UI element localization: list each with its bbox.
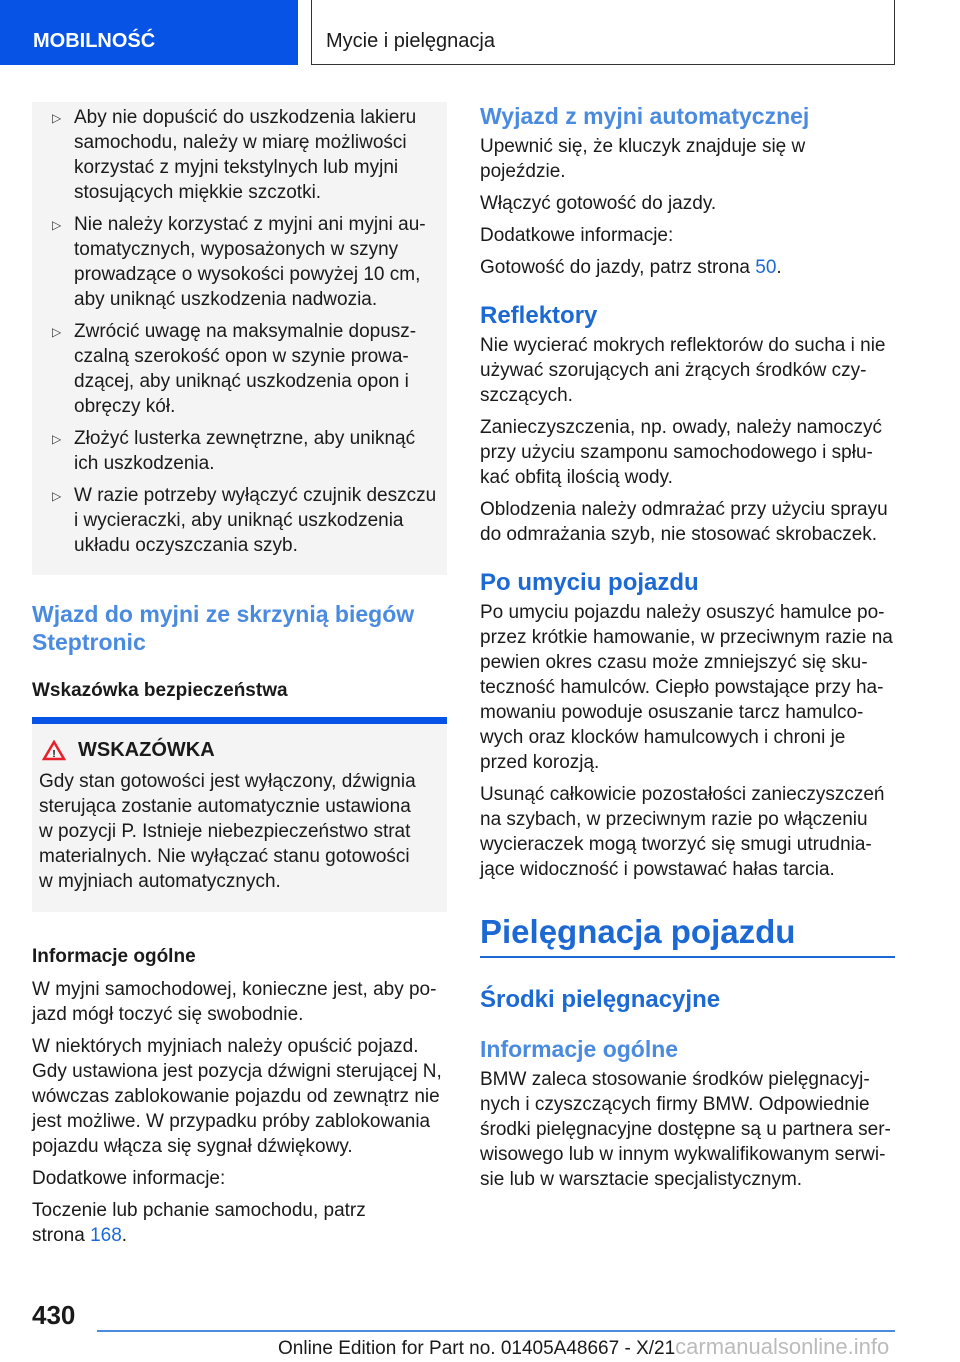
bullet-box bbox=[32, 102, 447, 575]
heading-after-wash: Po umyciu pojazdu bbox=[480, 569, 699, 596]
heading-general-info: Informacje ogólne bbox=[480, 1036, 679, 1062]
paragraph: W niektórych myjniach należy opuścić pojazd. Gdy ustawiona jest pozycja dźwigni sterującej N, wówczas zablokowanie pojazdu od zewnątrz nie jest możliwe. W przypadku próby zablokowania pojazdu włącza się sygnał dźwiękowy. bbox=[32, 1036, 442, 1157]
list-item: ▷ Złożyć lusterka zewnętrzne, aby uniknąć ich uszkodzenia. bbox=[52, 428, 416, 474]
heading-care-products: Środki pielęgnacyjne bbox=[480, 986, 721, 1013]
paragraph: Dodatkowe informacje: bbox=[480, 225, 674, 246]
warning-triangle-icon bbox=[42, 740, 66, 761]
warning-title: WSKAZÓWKA bbox=[78, 739, 215, 761]
paragraph: Dodatkowe informacje: bbox=[32, 1168, 226, 1189]
heading-steptronic: Wjazd do myjni ze skrzynią biegów Steptronic bbox=[32, 601, 415, 655]
paragraph: Po umyciu pojazdu należy osuszyć hamulce po- przez krótkie hamowanie, w przeciwnym razie na pewien okres czasu może zmniejszyć się sku- teczność hamulców. Ciepło powstające przy ha- mowaniu powoduje osuszanie tarcz hamulco- wych oraz klocków hamulcowych i chroni je przed korozją. bbox=[480, 602, 893, 773]
list-item: ▷ Aby nie dopuścić do uszkodzenia lakieru samochodu, należy w miarę możliwości korzystać z myjni tekstylnych lub myjni stosujących miękkie szczotki. bbox=[52, 107, 417, 203]
paragraph: W myjni samochodowej, konieczne jest, aby po- jazd mógł toczyć się swobodnie. bbox=[32, 979, 437, 1025]
chapter-tab: Mycie i pielęgnacja bbox=[311, 0, 895, 65]
list-item: ▷ Nie należy korzystać z myjni ani myjni au- tomatycznych, wyposażonych w szyny prowadzące o wysokości powyżej 10 cm, aby uniknąć uszkodzenia nadwozia. bbox=[52, 214, 426, 310]
paragraph: Usunąć całkowicie pozostałości zanieczyszczeń na szybach, w przeciwnym razie po włączeniu wycieraczek mogą tworzyć się smugi utrudnia- jące widoczność i powstawać hałas tarcia. bbox=[480, 784, 885, 880]
heading-vehicle-care: Pielęgnacja pojazdu bbox=[480, 912, 895, 958]
watermark: carmanualsonline.info bbox=[675, 1334, 890, 1359]
heading-reflectors: Reflektory bbox=[480, 302, 598, 329]
safety-label: Wskazówka bezpieczeństwa bbox=[32, 680, 288, 701]
page-link-50[interactable]: 50 bbox=[755, 257, 777, 278]
triangle-bullet-icon: ▷ bbox=[52, 489, 62, 503]
triangle-bullet-icon: ▷ bbox=[52, 111, 62, 125]
general-label: Informacje ogólne bbox=[32, 946, 196, 967]
page-number: 430 bbox=[32, 1300, 76, 1330]
paragraph: Oblodzenia należy odmrażać przy użyciu sprayu do odmrażania szyb, nie stosować skrobaczek. bbox=[480, 499, 888, 545]
paragraph: Upewnić się, że kluczyk znajduje się w pojeździe. bbox=[480, 136, 806, 182]
triangle-bullet-icon: ▷ bbox=[52, 218, 62, 232]
warning-text: Gdy stan gotowości jest wyłączony, dźwignia sterująca zostanie automatycznie ustawiona w pozycji P. Istnieje niebezpieczeństwo strat materialnych. Nie wyłączać stanu gotowości w myjniach automatycznych. bbox=[39, 771, 416, 892]
section-tab: MOBILNOŚĆ bbox=[0, 0, 298, 65]
triangle-bullet-icon: ▷ bbox=[52, 325, 62, 339]
list-item: ▷ Zwrócić uwagę na maksymalnie dopusz- czalną szerokość opon w szynie prowa- dzącej, aby uniknąć uszkodzenia opon i obręczy kół. bbox=[52, 321, 417, 417]
footer-text: Online Edition for Part no. 01405A48667 - X/21carmanualsonline.info bbox=[278, 1334, 890, 1359]
svg-text:!: ! bbox=[52, 749, 56, 760]
triangle-bullet-icon: ▷ bbox=[52, 432, 62, 446]
warning-box bbox=[32, 717, 447, 912]
footer-divider bbox=[97, 1330, 895, 1332]
heading-exit: Wyjazd z myjni automatycznej bbox=[480, 103, 810, 129]
left-column bbox=[32, 102, 447, 1255]
list-item: ▷ W razie potrzeby wyłączyć czujnik deszczu i wycieraczki, aby uniknąć uszkodzenia układu oczyszczania szyb. bbox=[52, 485, 437, 556]
paragraph: Gotowość do jazdy, patrz strona 50. bbox=[480, 257, 782, 278]
right-column bbox=[480, 102, 895, 1199]
page-link-168[interactable]: 168 bbox=[90, 1225, 122, 1246]
paragraph: Toczenie lub pchanie samochodu, patrz strona 168. bbox=[32, 1200, 366, 1246]
paragraph: Nie wycierać mokrych reflektorów do sucha i nie używać szorujących ani żrących środków czy- szczących. bbox=[480, 335, 886, 406]
paragraph: Zanieczyszczenia, np. owady, należy namoczyć przy użyciu szamponu samochodowego i spłu- kać obfitą ilością wody. bbox=[480, 417, 882, 488]
paragraph: BMW zaleca stosowanie środków pielęgnacyj- nych i czyszczących firmy BMW. Odpowiednie środki pielęgnacyjne dostępne są u partnera ser- wisowego lub w innym wykwalifikowanym serwi- sie lub w warsztacie specjalistycznym. bbox=[480, 1069, 891, 1190]
paragraph: Włączyć gotowość do jazdy. bbox=[480, 193, 717, 214]
